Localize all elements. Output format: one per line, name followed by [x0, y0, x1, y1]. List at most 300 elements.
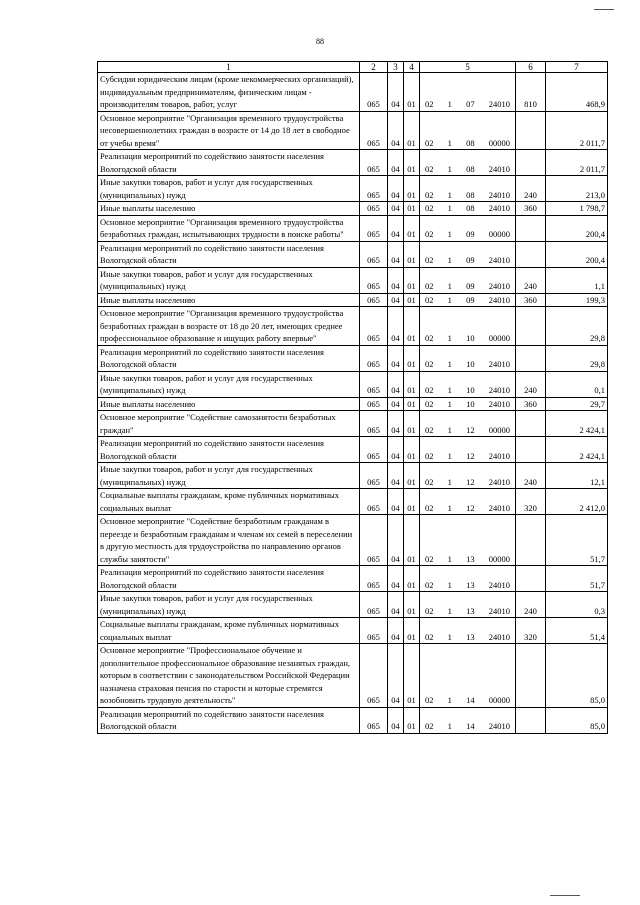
- article-part: 24010: [488, 294, 510, 305]
- target-article-code: [420, 371, 516, 397]
- subsection-code: 01: [404, 566, 420, 592]
- admin-code: 065: [360, 411, 388, 437]
- article-part: 02: [425, 359, 434, 369]
- article-part: 1: [447, 476, 452, 487]
- article-part: 24010: [488, 203, 510, 213]
- article-part: 12: [466, 450, 475, 461]
- item-name: Иные закупки товаров, работ и услуг для государственных (муниципальных) нужд: [98, 176, 360, 202]
- article-part: 02: [425, 333, 434, 343]
- article-part: 24010: [488, 99, 510, 109]
- target-article-code: [420, 566, 516, 592]
- target-article-parts: [422, 694, 513, 707]
- target-article-code: [420, 241, 516, 267]
- subsection-code: 01: [404, 371, 420, 397]
- article-part: 02: [425, 476, 434, 487]
- table-row: [98, 241, 608, 267]
- expense-type-code: [516, 707, 546, 733]
- article-part: 09: [466, 255, 475, 265]
- subsection-code: 01: [404, 202, 420, 216]
- article-part: 1: [447, 398, 452, 409]
- expense-type-code: [516, 307, 546, 346]
- amount: 2 424,1: [546, 411, 608, 437]
- item-name: Основное мероприятие "Организация временного трудоустройства безработных граждан в возрасте от 18 до 20 лет, имеющих среднее профессиональное образование и ищущих работу впервые": [98, 307, 360, 346]
- article-part: 02: [425, 294, 434, 305]
- target-article-code: [420, 215, 516, 241]
- article-part: 24010: [488, 385, 510, 395]
- target-article-code: [420, 397, 516, 411]
- article-part: 08: [466, 163, 475, 174]
- target-article-parts: [422, 398, 513, 411]
- header-cell: 5: [420, 62, 516, 73]
- amount: 213,0: [546, 176, 608, 202]
- article-part: 02: [425, 605, 434, 616]
- article-part: 02: [425, 189, 434, 200]
- amount: 2 011,7: [546, 150, 608, 176]
- article-part: 1: [447, 605, 452, 616]
- subsection-code: 01: [404, 241, 420, 267]
- amount: 85,0: [546, 707, 608, 733]
- corner-mark: [594, 9, 614, 10]
- section-code: 04: [388, 73, 404, 112]
- article-part: 12: [466, 424, 475, 435]
- expense-type-code: 240: [516, 463, 546, 489]
- item-name: Иные закупки товаров, работ и услуг для государственных (муниципальных) нужд: [98, 267, 360, 293]
- admin-code: 065: [360, 345, 388, 371]
- article-part: 02: [425, 579, 434, 590]
- target-article-parts: [422, 424, 513, 437]
- article-part: 24010: [488, 189, 510, 200]
- admin-code: 065: [360, 437, 388, 463]
- item-name: Основное мероприятие "Организация временного трудоустройства несовершеннолетних граждан в возрасте от 14 до 18 лет в свободное от учебы время": [98, 111, 360, 150]
- subsection-code: 01: [404, 150, 420, 176]
- amount: 51,7: [546, 566, 608, 592]
- header-cell: 1: [98, 62, 360, 73]
- amount: 29,8: [546, 345, 608, 371]
- table-row: [98, 489, 608, 515]
- subsection-code: 01: [404, 463, 420, 489]
- expense-type-code: [516, 150, 546, 176]
- target-article-code: [420, 592, 516, 618]
- target-article-parts: [422, 163, 513, 176]
- target-article-parts: [422, 384, 513, 397]
- item-name: Иные выплаты населению: [98, 202, 360, 216]
- expense-type-code: [516, 241, 546, 267]
- article-part: 08: [466, 189, 475, 200]
- article-part: 02: [425, 203, 434, 213]
- table-row: [98, 111, 608, 150]
- item-name: Реализация мероприятий по содействию занятости населения Вологодской области: [98, 241, 360, 267]
- admin-code: 065: [360, 371, 388, 397]
- subsection-code: 01: [404, 111, 420, 150]
- article-part: 02: [425, 229, 434, 239]
- section-code: 04: [388, 489, 404, 515]
- target-article-parts: [422, 358, 513, 371]
- target-article-parts: [422, 502, 513, 515]
- article-part: 1: [447, 695, 452, 705]
- admin-code: 065: [360, 241, 388, 267]
- header-row: [98, 62, 608, 73]
- article-part: 1: [447, 255, 452, 265]
- amount: 51,7: [546, 515, 608, 566]
- expense-type-code: [516, 345, 546, 371]
- article-part: 00000: [488, 424, 510, 435]
- amount: 85,0: [546, 644, 608, 708]
- item-name: Субсидии юридическим лицам (кроме некоммерческих организаций), индивидуальным предпринимателям, физическим лицам - производителям товаров, работ, услуг: [98, 73, 360, 112]
- target-article-code: [420, 515, 516, 566]
- article-part: 1: [447, 229, 452, 239]
- amount: 2 011,7: [546, 111, 608, 150]
- amount: 0,1: [546, 371, 608, 397]
- target-article-code: [420, 618, 516, 644]
- item-name: Реализация мероприятий по содействию занятости населения Вологодской области: [98, 437, 360, 463]
- article-part: 1: [447, 137, 452, 148]
- article-part: 10: [466, 385, 475, 395]
- article-part: 02: [425, 163, 434, 174]
- article-part: 24010: [488, 476, 510, 487]
- expense-type-code: [516, 566, 546, 592]
- header-cell: 2: [360, 62, 388, 73]
- article-part: 14: [466, 695, 475, 705]
- expense-type-code: [516, 644, 546, 708]
- article-part: 1: [447, 553, 452, 564]
- subsection-code: 01: [404, 345, 420, 371]
- article-part: 09: [466, 294, 475, 305]
- target-article-code: [420, 644, 516, 708]
- article-part: 12: [466, 502, 475, 513]
- item-name: Реализация мероприятий по содействию занятости населения Вологодской области: [98, 566, 360, 592]
- amount: 1 798,7: [546, 202, 608, 216]
- corner-mark: [550, 895, 580, 896]
- header-cell: 7: [546, 62, 608, 73]
- section-code: 04: [388, 111, 404, 150]
- target-article-parts: [422, 332, 513, 345]
- target-article-parts: [422, 631, 513, 644]
- target-article-code: [420, 707, 516, 733]
- item-name: Иные закупки товаров, работ и услуг для государственных (муниципальных) нужд: [98, 592, 360, 618]
- amount: 12,1: [546, 463, 608, 489]
- header-cell: 6: [516, 62, 546, 73]
- article-part: 00000: [488, 553, 510, 564]
- article-part: 02: [425, 99, 434, 109]
- section-code: 04: [388, 150, 404, 176]
- article-part: 09: [466, 281, 475, 291]
- article-part: 24010: [488, 502, 510, 513]
- article-part: 1: [447, 281, 452, 291]
- section-code: 04: [388, 618, 404, 644]
- expense-type-code: [516, 437, 546, 463]
- article-part: 02: [425, 631, 434, 642]
- subsection-code: 01: [404, 618, 420, 644]
- article-part: 07: [466, 99, 475, 109]
- amount: 1,1: [546, 267, 608, 293]
- expense-type-code: 240: [516, 176, 546, 202]
- article-part: 1: [447, 721, 452, 731]
- section-code: 04: [388, 411, 404, 437]
- target-article-parts: [422, 294, 513, 307]
- table-row: [98, 293, 608, 307]
- section-code: 04: [388, 176, 404, 202]
- section-code: 04: [388, 707, 404, 733]
- expense-type-code: [516, 215, 546, 241]
- article-part: 24010: [488, 631, 510, 642]
- article-part: 1: [447, 631, 452, 642]
- article-part: 24010: [488, 721, 510, 731]
- article-part: 12: [466, 476, 475, 487]
- section-code: 04: [388, 293, 404, 307]
- article-part: 1: [447, 450, 452, 461]
- amount: 29,7: [546, 397, 608, 411]
- table-row: [98, 566, 608, 592]
- target-article-code: [420, 267, 516, 293]
- admin-code: 065: [360, 707, 388, 733]
- section-code: 04: [388, 202, 404, 216]
- subsection-code: 01: [404, 293, 420, 307]
- amount: 2 424,1: [546, 437, 608, 463]
- subsection-code: 01: [404, 307, 420, 346]
- table-row: [98, 371, 608, 397]
- article-part: 02: [425, 450, 434, 461]
- article-part: 02: [425, 695, 434, 705]
- target-article-parts: [422, 189, 513, 202]
- table-row: [98, 437, 608, 463]
- article-part: 1: [447, 189, 452, 200]
- article-part: 1: [447, 385, 452, 395]
- amount: 51,4: [546, 618, 608, 644]
- article-part: 1: [447, 359, 452, 369]
- target-article-code: [420, 150, 516, 176]
- target-article-code: [420, 111, 516, 150]
- admin-code: 065: [360, 202, 388, 216]
- article-part: 02: [425, 424, 434, 435]
- target-article-parts: [422, 280, 513, 293]
- target-article-code: [420, 176, 516, 202]
- subsection-code: 01: [404, 411, 420, 437]
- admin-code: 065: [360, 618, 388, 644]
- target-article-parts: [422, 605, 513, 618]
- article-part: 1: [447, 333, 452, 343]
- subsection-code: 01: [404, 515, 420, 566]
- article-part: 00000: [488, 229, 510, 239]
- article-part: 08: [466, 203, 475, 213]
- article-part: 1: [447, 203, 452, 213]
- article-part: 1: [447, 294, 452, 305]
- table-row: [98, 267, 608, 293]
- section-code: 04: [388, 345, 404, 371]
- admin-code: 065: [360, 566, 388, 592]
- article-part: 1: [447, 99, 452, 109]
- article-part: 1: [447, 502, 452, 513]
- target-article-parts: [422, 228, 513, 241]
- section-code: 04: [388, 397, 404, 411]
- article-part: 02: [425, 398, 434, 409]
- expense-type-code: 240: [516, 371, 546, 397]
- expense-type-code: [516, 411, 546, 437]
- item-name: Реализация мероприятий по содействию занятости населения Вологодской области: [98, 345, 360, 371]
- article-part: 02: [425, 553, 434, 564]
- expense-type-code: [516, 515, 546, 566]
- section-code: 04: [388, 371, 404, 397]
- article-part: 02: [425, 137, 434, 148]
- admin-code: 065: [360, 267, 388, 293]
- target-article-parts: [422, 579, 513, 592]
- item-name: Иные выплаты населению: [98, 397, 360, 411]
- subsection-code: 01: [404, 397, 420, 411]
- amount: 200,4: [546, 215, 608, 241]
- article-part: 00000: [488, 333, 510, 343]
- article-part: 02: [425, 721, 434, 731]
- expense-type-code: 240: [516, 592, 546, 618]
- article-part: 24010: [488, 605, 510, 616]
- article-part: 24010: [488, 281, 510, 291]
- target-article-code: [420, 345, 516, 371]
- target-article-code: [420, 411, 516, 437]
- item-name: Социальные выплаты гражданам, кроме публичных нормативных социальных выплат: [98, 618, 360, 644]
- target-article-code: [420, 73, 516, 112]
- subsection-code: 01: [404, 707, 420, 733]
- expense-type-code: [516, 111, 546, 150]
- target-article-code: [420, 307, 516, 346]
- subsection-code: 01: [404, 176, 420, 202]
- table-row: [98, 202, 608, 216]
- admin-code: 065: [360, 644, 388, 708]
- item-name: Основное мероприятие "Профессиональное обучение и дополнительное профессиональное образование незанятых граждан, которым в соответствии с законодательством Российской Федерации назначена страховая пенсия по старости и которые стремятся возобновить трудовую деятельность": [98, 644, 360, 708]
- item-name: Иные закупки товаров, работ и услуг для государственных (муниципальных) нужд: [98, 463, 360, 489]
- article-part: 00000: [488, 137, 510, 148]
- admin-code: 065: [360, 592, 388, 618]
- amount: 29,8: [546, 307, 608, 346]
- section-code: 04: [388, 307, 404, 346]
- page-number: 88: [316, 37, 324, 46]
- article-part: 13: [466, 579, 475, 590]
- section-code: 04: [388, 215, 404, 241]
- header-cell: 4: [404, 62, 420, 73]
- admin-code: 065: [360, 489, 388, 515]
- article-part: 24010: [488, 163, 510, 174]
- target-article-parts: [422, 476, 513, 489]
- table-row: [98, 463, 608, 489]
- target-article-code: [420, 437, 516, 463]
- item-name: Иные выплаты населению: [98, 293, 360, 307]
- table-row: [98, 707, 608, 733]
- admin-code: 065: [360, 397, 388, 411]
- item-name: Основное мероприятие "Содействие самозанятости безработных граждан": [98, 411, 360, 437]
- table-row: [98, 345, 608, 371]
- article-part: 02: [425, 385, 434, 395]
- article-part: 24010: [488, 579, 510, 590]
- target-article-parts: [422, 137, 513, 150]
- header-cell: 3: [388, 62, 404, 73]
- amount: 0,3: [546, 592, 608, 618]
- table-row: [98, 176, 608, 202]
- target-article-parts: [422, 254, 513, 267]
- target-article-code: [420, 293, 516, 307]
- budget-table: [97, 61, 608, 734]
- target-article-parts: [422, 553, 513, 566]
- section-code: 04: [388, 644, 404, 708]
- section-code: 04: [388, 515, 404, 566]
- item-name: Иные закупки товаров, работ и услуг для государственных (муниципальных) нужд: [98, 371, 360, 397]
- section-code: 04: [388, 241, 404, 267]
- article-part: 02: [425, 502, 434, 513]
- amount: 2 412,0: [546, 489, 608, 515]
- article-part: 13: [466, 631, 475, 642]
- expense-type-code: 320: [516, 618, 546, 644]
- table-row: [98, 73, 608, 112]
- section-code: 04: [388, 592, 404, 618]
- amount: 200,4: [546, 241, 608, 267]
- subsection-code: 01: [404, 489, 420, 515]
- article-part: 24010: [488, 255, 510, 265]
- subsection-code: 01: [404, 267, 420, 293]
- target-article-parts: [422, 720, 513, 733]
- article-part: 1: [447, 579, 452, 590]
- target-article-code: [420, 489, 516, 515]
- item-name: Реализация мероприятий по содействию занятости населения Вологодской области: [98, 150, 360, 176]
- table-row: [98, 411, 608, 437]
- admin-code: 065: [360, 515, 388, 566]
- table-row: [98, 515, 608, 566]
- expense-type-code: 360: [516, 293, 546, 307]
- article-part: 00000: [488, 695, 510, 705]
- admin-code: 065: [360, 176, 388, 202]
- table-row: [98, 618, 608, 644]
- item-name: Основное мероприятие "Содействие безработным гражданам в переезде и безработным гражданам и членам их семей в переселении в другую местность для трудоустройства по направлению органов службы занятости": [98, 515, 360, 566]
- admin-code: 065: [360, 293, 388, 307]
- expense-type-code: 810: [516, 73, 546, 112]
- article-part: 13: [466, 605, 475, 616]
- article-part: 10: [466, 398, 475, 409]
- article-part: 08: [466, 137, 475, 148]
- subsection-code: 01: [404, 73, 420, 112]
- subsection-code: 01: [404, 592, 420, 618]
- target-article-parts: [422, 202, 513, 215]
- item-name: Основное мероприятие "Организация временного трудоустройства безработных граждан, испытывающих трудности в поиске работы": [98, 215, 360, 241]
- expense-type-code: 360: [516, 397, 546, 411]
- target-article-code: [420, 202, 516, 216]
- amount: 468,9: [546, 73, 608, 112]
- article-part: 24010: [488, 398, 510, 409]
- article-part: 02: [425, 255, 434, 265]
- article-part: 02: [425, 281, 434, 291]
- target-article-parts: [422, 98, 513, 111]
- table-row: [98, 592, 608, 618]
- subsection-code: 01: [404, 437, 420, 463]
- table-row: [98, 215, 608, 241]
- table-row: [98, 307, 608, 346]
- article-part: 24010: [488, 359, 510, 369]
- admin-code: 065: [360, 73, 388, 112]
- item-name: Реализация мероприятий по содействию занятости населения Вологодской области: [98, 707, 360, 733]
- expense-type-code: 240: [516, 267, 546, 293]
- section-code: 04: [388, 437, 404, 463]
- target-article-code: [420, 463, 516, 489]
- table-row: [98, 644, 608, 708]
- article-part: 10: [466, 359, 475, 369]
- admin-code: 065: [360, 111, 388, 150]
- item-name: Социальные выплаты гражданам, кроме публичных нормативных социальных выплат: [98, 489, 360, 515]
- admin-code: 065: [360, 307, 388, 346]
- article-part: 13: [466, 553, 475, 564]
- subsection-code: 01: [404, 644, 420, 708]
- table-row: [98, 150, 608, 176]
- amount: 199,3: [546, 293, 608, 307]
- admin-code: 065: [360, 150, 388, 176]
- admin-code: 065: [360, 215, 388, 241]
- article-part: 14: [466, 721, 475, 731]
- expense-type-code: 320: [516, 489, 546, 515]
- subsection-code: 01: [404, 215, 420, 241]
- article-part: 1: [447, 163, 452, 174]
